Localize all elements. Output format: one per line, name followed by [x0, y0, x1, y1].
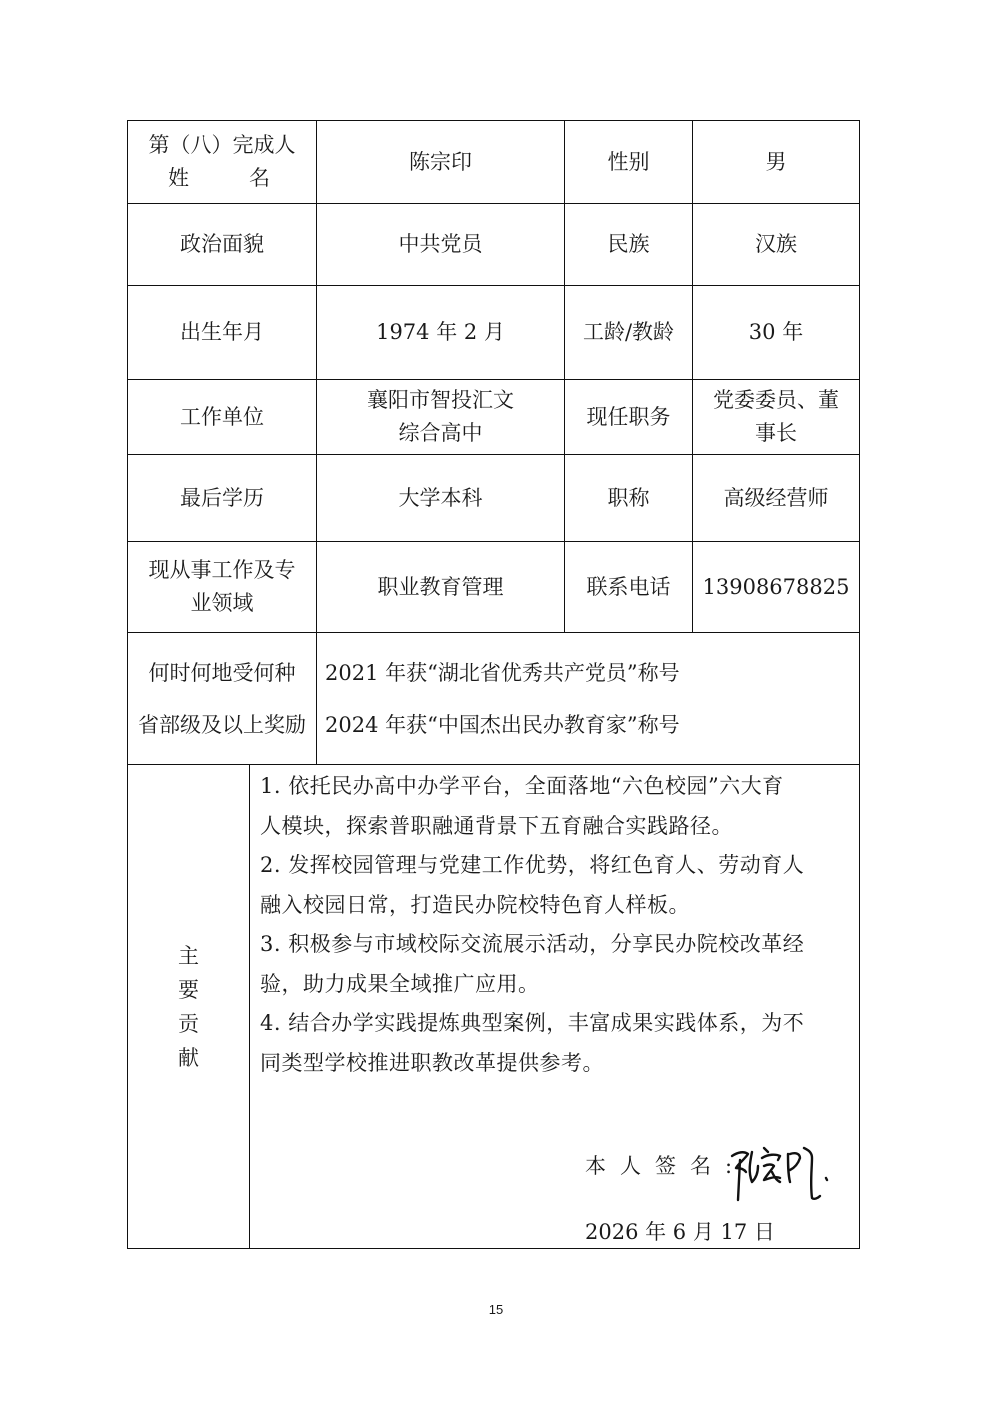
- name-value-cell: [316, 120, 565, 204]
- field-label-line2: 业领域: [190, 591, 254, 615]
- contribution-label-char: 献: [178, 1045, 199, 1070]
- handwritten-signature: [728, 1138, 838, 1206]
- ethnicity-value: 汉族: [755, 232, 797, 256]
- ethnicity-value-cell: [692, 203, 860, 286]
- awards-list: [316, 632, 860, 765]
- political-status-label-cell: [127, 203, 317, 286]
- title-label: 职称: [607, 485, 650, 510]
- name-label-line2: 姓 名: [168, 166, 276, 190]
- gender-value-cell: [692, 120, 860, 204]
- gender-label-cell: [564, 120, 693, 204]
- field-label-cell: [127, 541, 317, 633]
- gender-label: 性别: [607, 149, 650, 174]
- workplace-value-cell: [316, 379, 565, 455]
- contribution-text: [260, 767, 850, 1083]
- education-label-cell: [127, 454, 317, 542]
- award-item: 2024 年获“中国杰出民办教育家”称号: [325, 712, 680, 737]
- political-status-value-cell: [316, 203, 565, 286]
- contribution-label-char: 贡: [178, 1011, 199, 1036]
- ethnicity-label: 民族: [607, 232, 650, 256]
- ethnicity-label-cell: [564, 203, 693, 286]
- contribution-label-cell: [127, 764, 250, 1249]
- phone-label: 联系电话: [586, 574, 671, 599]
- position-label: 现任职务: [586, 404, 671, 429]
- work-years-label: 工龄/教龄: [582, 320, 675, 344]
- education-value-cell: [316, 454, 565, 542]
- page-number: 15: [488, 1302, 504, 1317]
- contribution-line: 验，助力成果全域推广应用。: [260, 971, 540, 996]
- name-value: 陈宗印: [409, 149, 472, 174]
- contribution-line: 人模块，探索普职融通背景下五育融合实践路径。: [260, 813, 733, 838]
- work-years-value: 30 年: [748, 320, 804, 344]
- position-value-cell: [692, 379, 860, 455]
- awards-label-cell: [127, 632, 317, 765]
- signature-date: 2026 年 6 月 17 日: [585, 1220, 775, 1244]
- field-value-cell: [316, 541, 565, 633]
- education-value: 大学本科: [398, 485, 483, 510]
- work-years-value-cell: [692, 285, 860, 380]
- position-label-cell: [564, 379, 693, 455]
- field-label-line1: 现从事工作及专: [148, 558, 296, 582]
- awards-label-line2: 省部级及以上奖励: [138, 712, 306, 737]
- birth-date-label: 出生年月: [180, 320, 264, 344]
- contribution-line: 1. 依托民办高中办学平台，全面落地“六色校园”六大育: [260, 774, 784, 798]
- contribution-line: 融入校园日常，打造民办院校特色育人样板。: [260, 892, 690, 917]
- workplace-label-cell: [127, 379, 317, 455]
- field-value: 职业教育管理: [377, 574, 504, 599]
- contribution-line: 4. 结合办学实践提炼典型案例，丰富成果实践体系，为不: [260, 1011, 805, 1035]
- contribution-line: 3. 积极参与市域校际交流展示活动，分享民办院校改革经: [260, 932, 805, 956]
- title-value: 高级经营师: [723, 485, 829, 510]
- work-years-label-cell: [564, 285, 693, 380]
- contribution-label-char: 主: [178, 943, 199, 968]
- phone-label-cell: [564, 541, 693, 633]
- awards-label-line1: 何时何地受何种: [148, 660, 296, 685]
- workplace-value-line2: 综合高中: [398, 421, 483, 445]
- political-status-label: 政治面貌: [180, 232, 264, 256]
- gender-value: 男: [765, 149, 787, 174]
- workplace-label: 工作单位: [180, 404, 264, 429]
- position-value-line2: 事长: [755, 421, 797, 445]
- workplace-value-line1: 襄阳市智投汇文: [367, 388, 514, 412]
- name-label-line1: 第（八）完成人: [148, 133, 296, 157]
- signature-label: 本人签名:: [585, 1154, 747, 1178]
- contribution-line: 同类型学校推进职教改革提供参考。: [260, 1050, 604, 1075]
- contribution-label-char: 要: [178, 977, 199, 1002]
- title-value-cell: [692, 454, 860, 542]
- birth-date-value: 1974 年 2 月: [376, 320, 505, 344]
- phone-value: 13908678825: [702, 574, 850, 599]
- position-value-line1: 党委委员、董: [713, 388, 839, 412]
- award-item: 2021 年获“湖北省优秀共产党员”称号: [325, 660, 680, 685]
- phone-value-cell: [692, 541, 860, 633]
- birth-date-value-cell: [316, 285, 565, 380]
- title-label-cell: [564, 454, 693, 542]
- education-label: 最后学历: [180, 485, 264, 510]
- birth-date-label-cell: [127, 285, 317, 380]
- name-label-cell: [127, 120, 317, 204]
- political-status-value: 中共党员: [398, 232, 483, 256]
- contribution-line: 2. 发挥校园管理与党建工作优势，将红色育人、劳动育人: [260, 853, 805, 877]
